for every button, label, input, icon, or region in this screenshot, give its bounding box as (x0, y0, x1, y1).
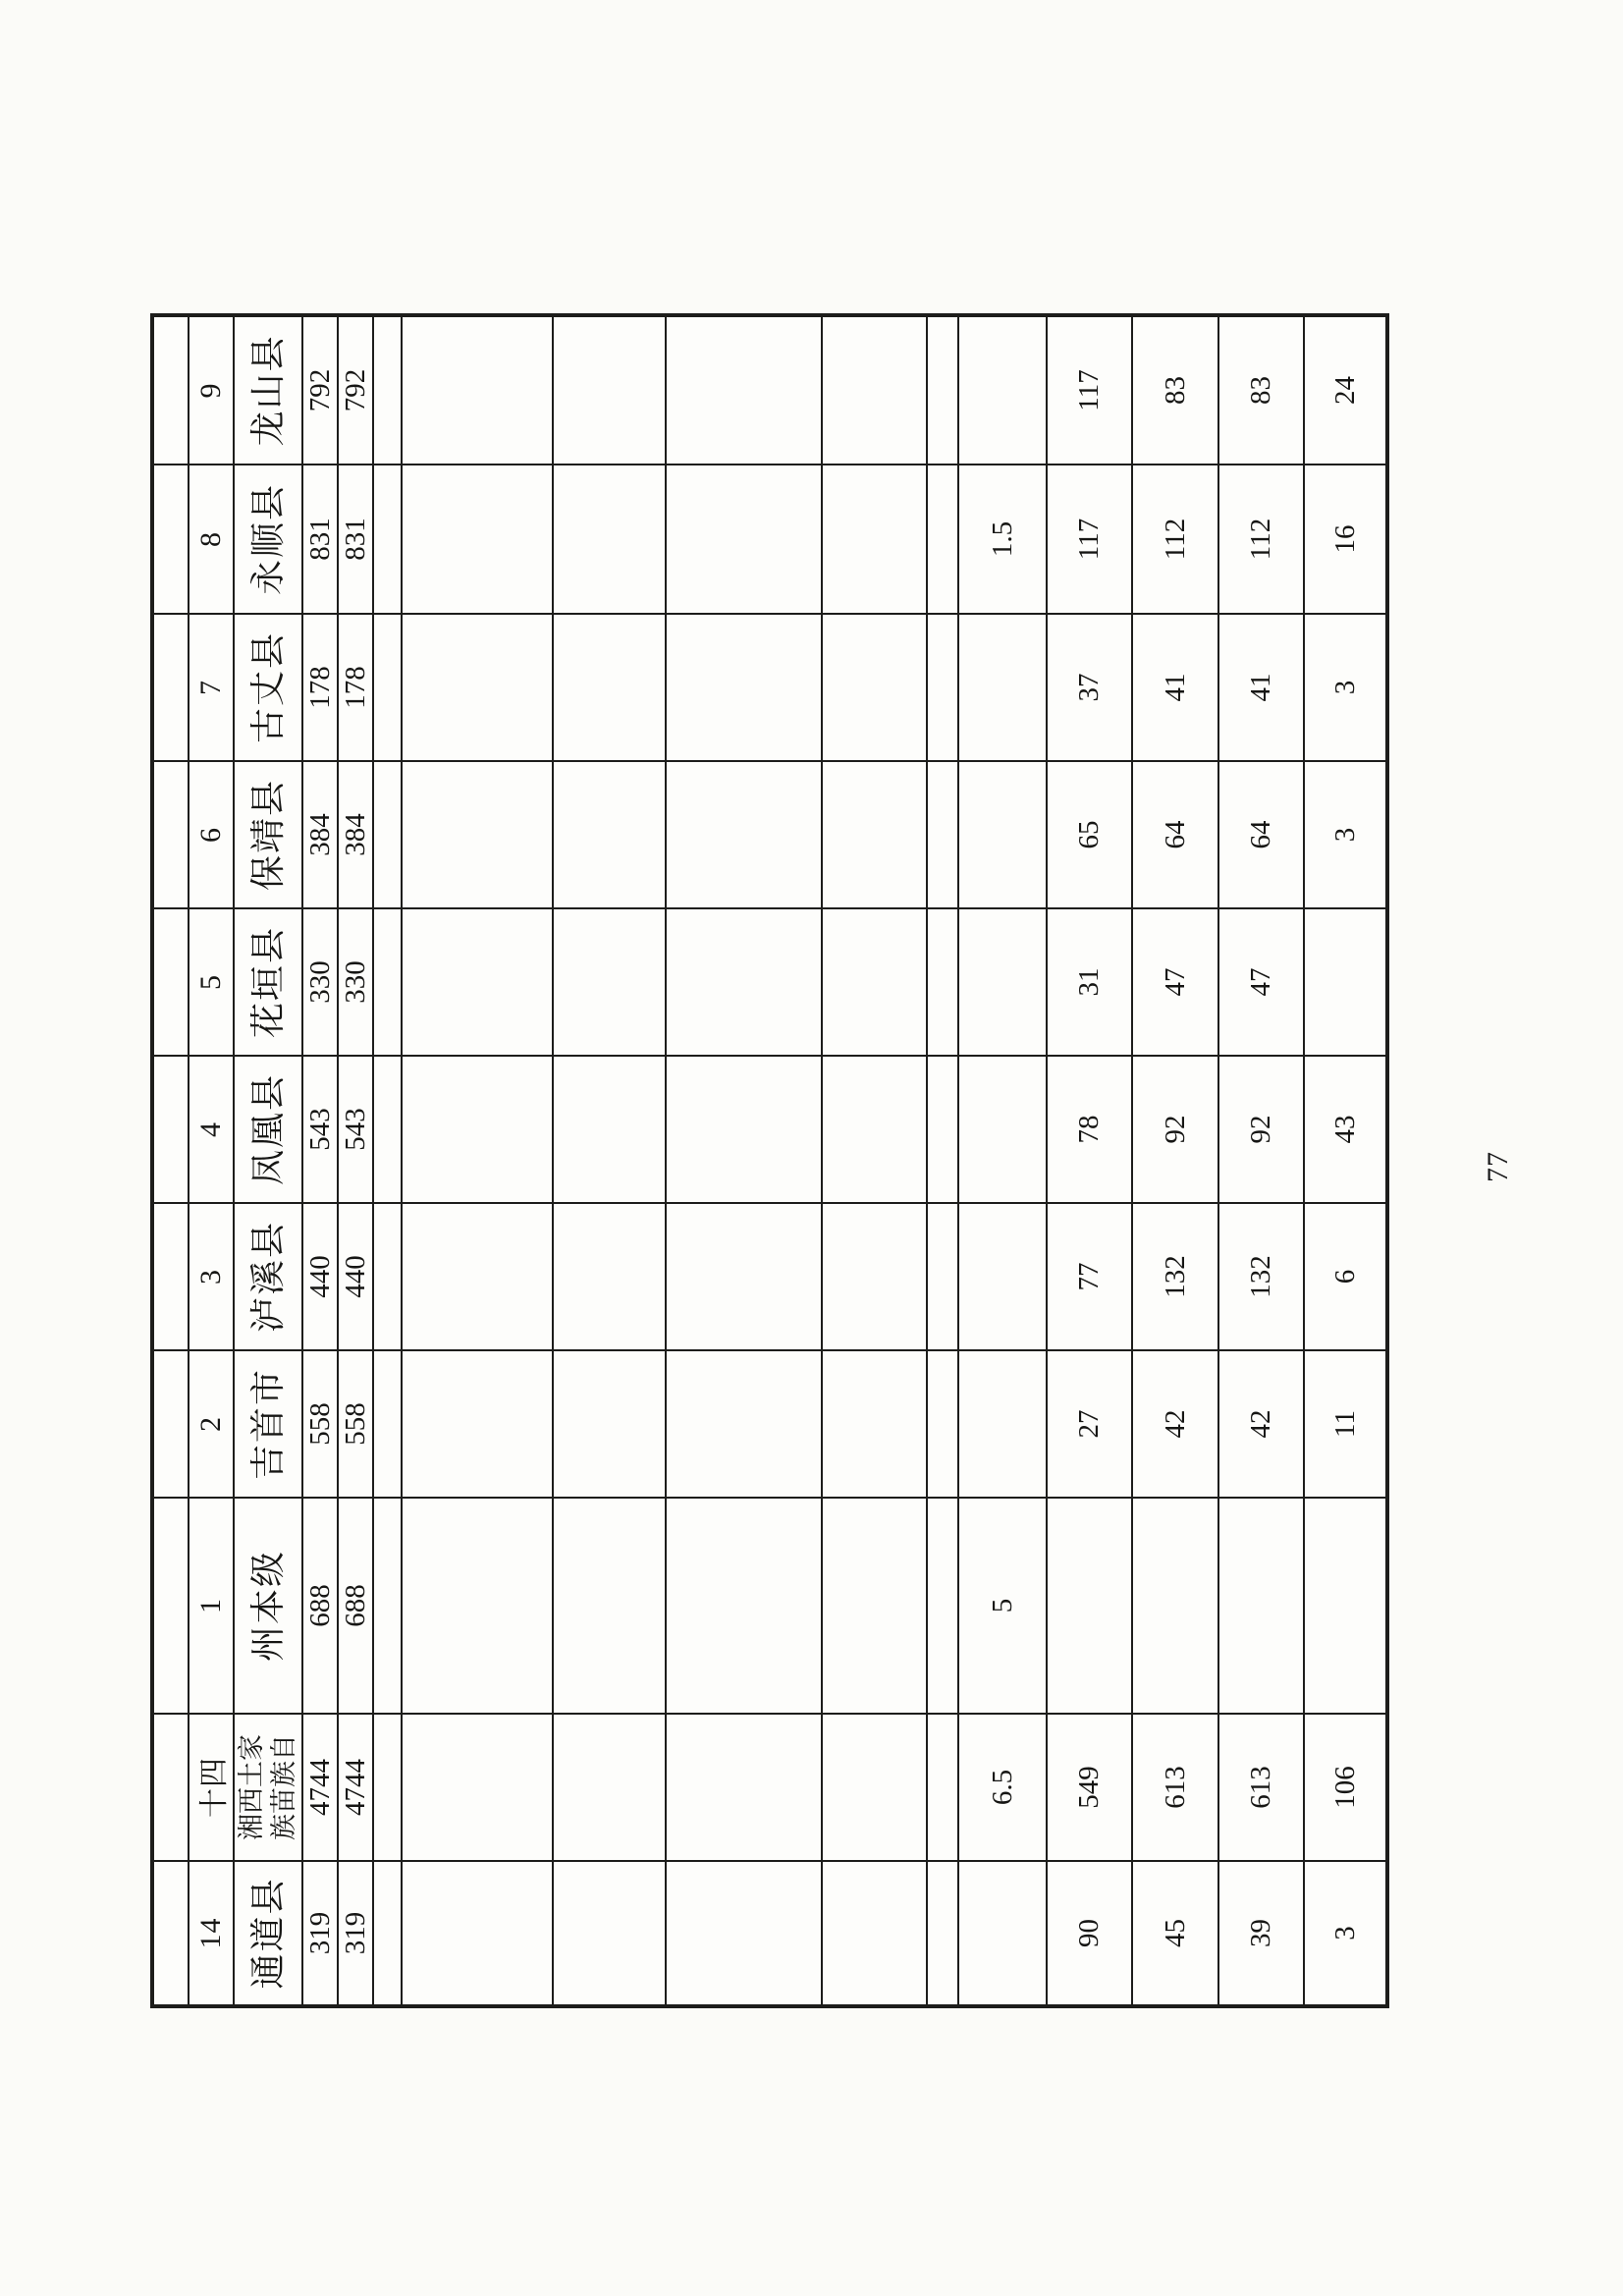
value-row-1-cell: 384 (302, 761, 338, 908)
column-index-cell: 14 (189, 1861, 234, 2006)
value-row-1-cell: 792 (302, 315, 338, 465)
value-row-4-cell: 37 (1047, 614, 1132, 761)
value-row-6-cell: 613 (1218, 1714, 1304, 1861)
empty-row-cell (402, 908, 553, 1056)
spacer-row-cell (927, 761, 958, 908)
value-row-1-cell: 178 (302, 614, 338, 761)
value-row-2-cell: 543 (338, 1056, 373, 1203)
region-name-cell (234, 465, 302, 614)
region-name-cell (234, 761, 302, 908)
empty-row-cell (822, 465, 927, 614)
value-row-1-cell: 440 (302, 1203, 338, 1350)
value-row-4-cell: 77 (1047, 1203, 1132, 1350)
value-row-2-cell: 330 (338, 908, 373, 1056)
region-name-cell (234, 908, 302, 1056)
value-row-2-cell: 831 (338, 465, 373, 614)
value-row-6-cell: 39 (1218, 1861, 1304, 2006)
value-row-3-cell (958, 1203, 1047, 1350)
empty-row-cell (666, 908, 822, 1056)
value-row-3-cell (958, 1056, 1047, 1203)
value-row-3-cell (958, 761, 1047, 908)
region-name-line: 古丈县 (248, 631, 288, 744)
spacer-row-cell (373, 1861, 402, 2006)
value-row-5-cell: 92 (1132, 1056, 1218, 1203)
spacer-row-cell (927, 315, 958, 465)
empty-row-cell (553, 908, 666, 1056)
column-index-cell: 5 (189, 908, 234, 1056)
empty-row-cell (402, 1861, 553, 2006)
empty-row-cell (666, 1056, 822, 1203)
value-row-1-cell: 831 (302, 465, 338, 614)
column-index-cell: 8 (189, 465, 234, 614)
budget-continuation-table (150, 313, 1389, 2008)
value-row-3-cell (958, 1861, 1047, 2006)
region-name-line: 族苗族自 (269, 1734, 298, 1840)
spacer-row-top-cell (152, 315, 189, 465)
spacer-row-cell (927, 908, 958, 1056)
value-row-2-cell: 792 (338, 315, 373, 465)
spacer-row-top-cell (152, 1714, 189, 1861)
value-row-1-cell: 558 (302, 1350, 338, 1498)
value-row-2-cell: 384 (338, 761, 373, 908)
value-row-5-cell (1132, 1498, 1218, 1714)
value-row-5-cell: 42 (1132, 1350, 1218, 1498)
empty-row-cell (553, 1498, 666, 1714)
empty-row-cell (402, 1498, 553, 1714)
value-row-6-cell: 41 (1218, 614, 1304, 761)
spacer-row-top-cell (152, 1861, 189, 2006)
column-index-cell: 9 (189, 315, 234, 465)
spacer-row-top-cell (152, 1203, 189, 1350)
value-row-7-cell: 3 (1304, 614, 1387, 761)
value-row-6-cell: 92 (1218, 1056, 1304, 1203)
empty-row-cell (666, 1498, 822, 1714)
region-name-line: 永顺县 (248, 483, 288, 596)
region-name-cell (234, 1350, 302, 1498)
spacer-row-cell (927, 614, 958, 761)
empty-row-cell (666, 1350, 822, 1498)
empty-row-cell (822, 1350, 927, 1498)
region-name-line: 通道县 (248, 1877, 288, 1990)
value-row-4-cell: 27 (1047, 1350, 1132, 1498)
spacer-row-cell (373, 1203, 402, 1350)
spacer-row-cell (927, 1714, 958, 1861)
value-row-2-cell: 4744 (338, 1714, 373, 1861)
empty-row-cell (666, 1861, 822, 2006)
value-row-3-cell: 6.5 (958, 1714, 1047, 1861)
value-row-4-cell: 65 (1047, 761, 1132, 908)
region-name-cell (234, 1498, 302, 1714)
value-row-2-cell: 688 (338, 1498, 373, 1714)
value-row-6-cell: 47 (1218, 908, 1304, 1056)
value-row-7-cell: 16 (1304, 465, 1387, 614)
region-name-line: 龙山县 (248, 334, 288, 447)
spacer-row-cell (373, 614, 402, 761)
value-row-5-cell: 83 (1132, 315, 1218, 465)
value-row-7-cell: 106 (1304, 1714, 1387, 1861)
value-row-5-cell: 64 (1132, 761, 1218, 908)
value-row-3-cell (958, 908, 1047, 1056)
region-name-line: 州本级 (248, 1550, 288, 1663)
value-row-2-cell: 440 (338, 1203, 373, 1350)
empty-row-cell (553, 1203, 666, 1350)
column-index-cell: 3 (189, 1203, 234, 1350)
empty-row-cell (553, 465, 666, 614)
empty-row-cell (822, 1498, 927, 1714)
value-row-6-cell: 42 (1218, 1350, 1304, 1498)
region-name-cell (234, 1861, 302, 2006)
value-row-2-cell: 319 (338, 1861, 373, 2006)
spacer-row-top-cell (152, 908, 189, 1056)
empty-row-cell (402, 1056, 553, 1203)
value-row-3-cell: 5 (958, 1498, 1047, 1714)
empty-row-cell (553, 315, 666, 465)
region-name-cell (234, 1714, 302, 1861)
empty-row-cell (822, 614, 927, 761)
value-row-1-cell: 319 (302, 1861, 338, 2006)
spacer-row-top-cell (152, 1056, 189, 1203)
value-row-5-cell: 613 (1132, 1714, 1218, 1861)
value-row-6-cell: 132 (1218, 1203, 1304, 1350)
empty-row-cell (402, 1714, 553, 1861)
value-row-6-cell: 112 (1218, 465, 1304, 614)
page-number: 77 (1482, 1151, 1514, 1182)
region-name-line: 保靖县 (248, 779, 288, 892)
column-index-cell: 7 (189, 614, 234, 761)
empty-row-cell (822, 1714, 927, 1861)
value-row-5-cell: 112 (1132, 465, 1218, 614)
spacer-row-cell (927, 1861, 958, 2006)
empty-row-cell (822, 1203, 927, 1350)
empty-row-cell (553, 614, 666, 761)
value-row-7-cell (1304, 908, 1387, 1056)
empty-row-cell (402, 465, 553, 614)
spacer-row-cell (373, 315, 402, 465)
value-row-3-cell (958, 315, 1047, 465)
column-index-cell: 十四 (189, 1714, 234, 1861)
spacer-row-top-cell (152, 1498, 189, 1714)
value-row-4-cell (1047, 1498, 1132, 1714)
spacer-row-cell (373, 1498, 402, 1714)
spacer-row-cell (927, 465, 958, 614)
column-index-cell: 2 (189, 1350, 234, 1498)
value-row-4-cell: 31 (1047, 908, 1132, 1056)
value-row-6-cell (1218, 1498, 1304, 1714)
empty-row-cell (402, 1203, 553, 1350)
value-row-4-cell: 117 (1047, 465, 1132, 614)
spacer-row-cell (373, 908, 402, 1056)
value-row-5-cell: 132 (1132, 1203, 1218, 1350)
empty-row-cell (553, 1861, 666, 2006)
empty-row-cell (402, 315, 553, 465)
spacer-row-top-cell (152, 614, 189, 761)
empty-row-cell (666, 1203, 822, 1350)
spacer-row-cell (927, 1056, 958, 1203)
empty-row-cell (553, 761, 666, 908)
empty-row-cell (822, 1861, 927, 2006)
empty-row-cell (553, 1714, 666, 1861)
spacer-row-cell (373, 1714, 402, 1861)
empty-row-cell (553, 1056, 666, 1203)
region-name-cell (234, 1056, 302, 1203)
region-name-cell (234, 1203, 302, 1350)
empty-row-cell (666, 1714, 822, 1861)
column-index-cell: 6 (189, 761, 234, 908)
value-row-3-cell: 1.5 (958, 465, 1047, 614)
empty-row-cell (402, 761, 553, 908)
region-name-line: 湘西土家 (237, 1734, 266, 1840)
region-name-line: 凤凰县 (248, 1073, 288, 1186)
empty-row-cell (822, 908, 927, 1056)
value-row-7-cell: 43 (1304, 1056, 1387, 1203)
region-name-line: 泸溪县 (248, 1221, 288, 1334)
value-row-4-cell: 78 (1047, 1056, 1132, 1203)
value-row-1-cell: 688 (302, 1498, 338, 1714)
value-row-5-cell: 47 (1132, 908, 1218, 1056)
value-row-3-cell (958, 614, 1047, 761)
value-row-7-cell: 6 (1304, 1203, 1387, 1350)
value-row-2-cell: 558 (338, 1350, 373, 1498)
value-row-7-cell: 24 (1304, 315, 1387, 465)
value-row-4-cell: 549 (1047, 1714, 1132, 1861)
empty-row-cell (666, 465, 822, 614)
spacer-row-cell (373, 1350, 402, 1498)
rotated-landscape-sheet (150, 317, 1603, 2008)
spacer-row-cell (927, 1498, 958, 1714)
column-index-cell: 4 (189, 1056, 234, 1203)
empty-row-cell (666, 315, 822, 465)
region-name-line: 吉首市 (248, 1368, 288, 1481)
region-name-line: 花垣县 (248, 926, 288, 1039)
value-row-5-cell: 45 (1132, 1861, 1218, 2006)
value-row-7-cell: 11 (1304, 1350, 1387, 1498)
column-index-cell: 1 (189, 1498, 234, 1714)
empty-row-cell (402, 614, 553, 761)
value-row-1-cell: 330 (302, 908, 338, 1056)
spacer-row-cell (373, 465, 402, 614)
value-row-6-cell: 64 (1218, 761, 1304, 908)
value-row-1-cell: 4744 (302, 1714, 338, 1861)
value-row-6-cell: 83 (1218, 315, 1304, 465)
value-row-5-cell: 41 (1132, 614, 1218, 761)
empty-row-cell (402, 1350, 553, 1498)
empty-row-cell (553, 1350, 666, 1498)
value-row-2-cell: 178 (338, 614, 373, 761)
spacer-row-top-cell (152, 761, 189, 908)
empty-row-cell (666, 761, 822, 908)
region-name-cell (234, 614, 302, 761)
value-row-3-cell (958, 1350, 1047, 1498)
spacer-row-top-cell (152, 465, 189, 614)
empty-row-cell (822, 1056, 927, 1203)
value-row-4-cell: 90 (1047, 1861, 1132, 2006)
spacer-row-cell (927, 1203, 958, 1350)
value-row-7-cell: 3 (1304, 1861, 1387, 2006)
empty-row-cell (822, 761, 927, 908)
value-row-7-cell (1304, 1498, 1387, 1714)
value-row-4-cell: 117 (1047, 315, 1132, 465)
region-name-cell (234, 315, 302, 465)
value-row-1-cell: 543 (302, 1056, 338, 1203)
spacer-row-cell (927, 1350, 958, 1498)
spacer-row-cell (373, 1056, 402, 1203)
spacer-row-cell (373, 761, 402, 908)
spacer-row-top-cell (152, 1350, 189, 1498)
empty-row-cell (666, 614, 822, 761)
empty-row-cell (822, 315, 927, 465)
value-row-7-cell: 3 (1304, 761, 1387, 908)
